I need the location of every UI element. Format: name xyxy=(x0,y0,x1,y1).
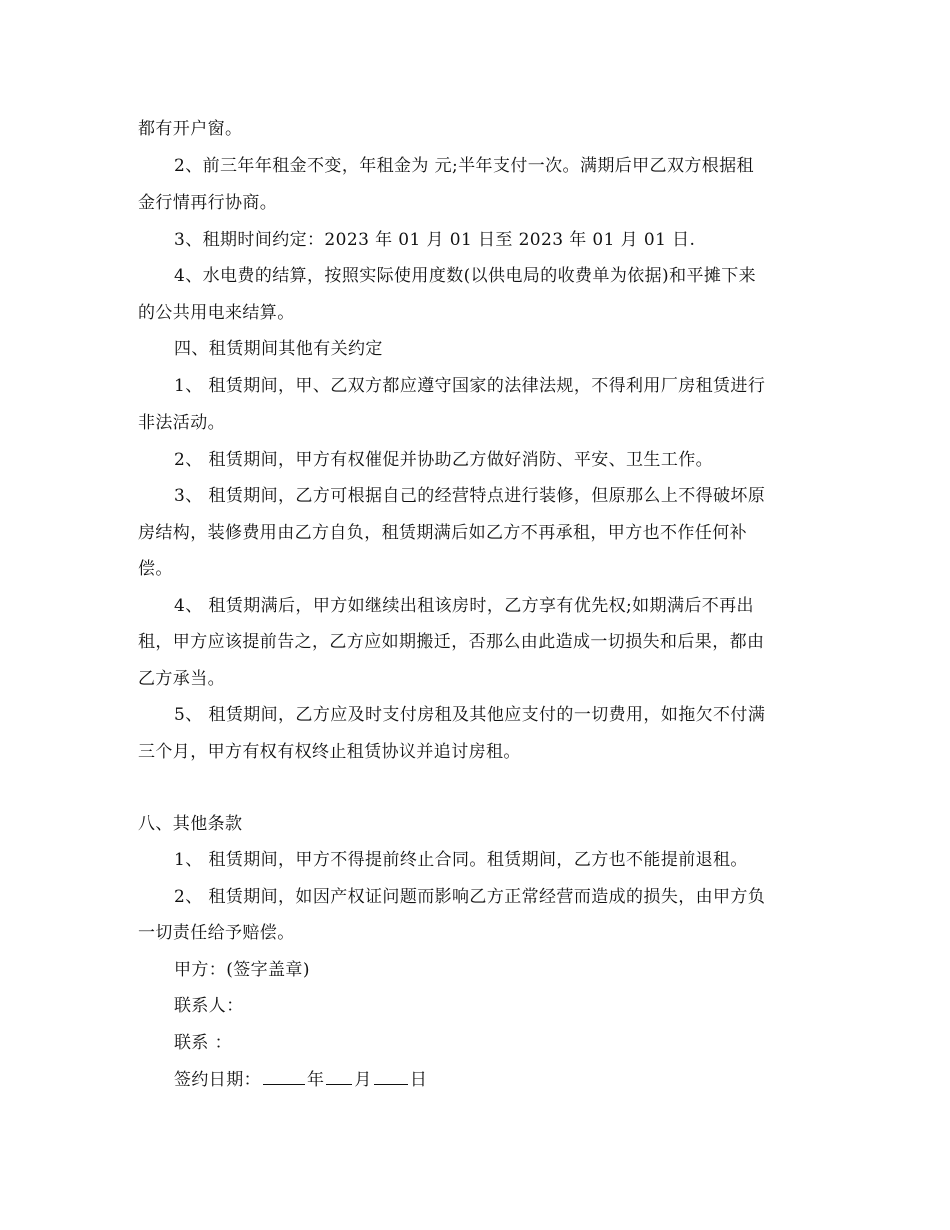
text-line: 的公共用电来结算。 xyxy=(138,303,295,323)
day-blank xyxy=(374,1068,408,1085)
text-line: 金行情再行协商。 xyxy=(138,193,278,213)
sign-date xyxy=(0,1068,950,1091)
text-line: 3、租期时间约定：2023 年 01 月 01 日至 2023 年 01 月 01 日. xyxy=(174,230,696,250)
text-line: 非法活动。 xyxy=(138,413,225,433)
text-line: 2、前三年年租金不变，年租金为 元;半年支付一次。满期后甲乙双方根据租 xyxy=(174,156,754,176)
text-line: 偿。 xyxy=(138,559,173,579)
contact: 联系 ： xyxy=(174,1033,233,1053)
text-line: 租，甲方应该提前告之，乙方应如期搬迁，否那么由此造成一切损失和后果，都由 xyxy=(138,632,765,652)
text-line: 三个月，甲方有权有权终止租赁协议并追讨房租。 xyxy=(138,742,521,762)
text-line: 都有开户窗。 xyxy=(138,119,243,139)
party-a-signature: 甲方：(签字盖章) xyxy=(174,960,310,980)
text-line: 2、 租赁期间，甲方有权催促并协助乙方做好消防、平安、卫生工作。 xyxy=(174,450,714,470)
day-label: 日 xyxy=(409,1070,428,1090)
text-line: 乙方承当。 xyxy=(138,669,225,689)
text-line: 5、 租赁期间，乙方应及时支付房租及其他应支付的一切费用，如拖欠不付满 xyxy=(174,705,766,725)
text-line: 4、水电费的结算，按照实际使用度数(以供电局的收费单为依据)和平摊下来 xyxy=(174,266,757,286)
month-label: 月 xyxy=(354,1070,372,1090)
section-heading: 四、租赁期间其他有关约定 xyxy=(174,339,383,359)
text-line: 房结构，装修费用由乙方自负，租赁期满后如乙方不再承租，甲方也不作任何补 xyxy=(138,523,747,543)
contact-person: 联系人： xyxy=(174,996,244,1016)
year-blank xyxy=(263,1068,305,1085)
sign-date-label: 签约日期： xyxy=(174,1070,261,1090)
text-line: 4、 租赁期满后，甲方如继续出租该房时，乙方享有优先权;如期满后不再出 xyxy=(174,596,754,616)
section-heading: 八、其他条款 xyxy=(138,814,243,834)
text-line: 1、 租赁期间，甲、乙双方都应遵守国家的法律法规，不得利用厂房租赁进行 xyxy=(174,376,766,396)
text-line: 3、 租赁期间，乙方可根据自己的经营特点进行装修，但原那么上不得破坏原 xyxy=(174,486,766,506)
text-line: 1、 租赁期间，甲方不得提前终止合同。租赁期间，乙方也不能提前退租。 xyxy=(174,850,748,870)
month-blank xyxy=(326,1068,352,1085)
text-line: 一切责任给予赔偿。 xyxy=(138,923,295,943)
year-label: 年 xyxy=(307,1070,325,1090)
text-line: 2、 租赁期间，如因产权证问题而影响乙方正常经营而造成的损失，由甲方负 xyxy=(174,887,766,907)
